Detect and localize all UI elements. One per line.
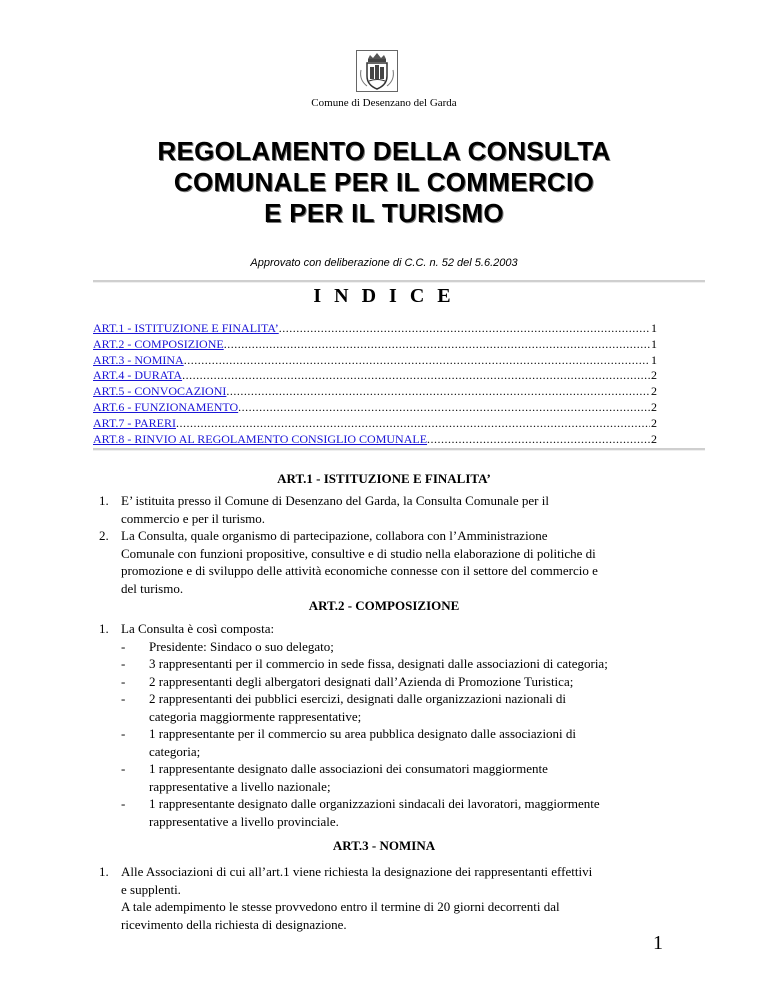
art2-body [93,620,683,830]
toc-page: 2 [651,368,657,383]
toc-entry[interactable] [93,384,657,400]
toc-link[interactable]: ART.2 - COMPOSIZIONE [93,336,224,351]
toc-page: 1 [651,352,657,367]
toc-page: 1 [651,336,657,351]
art2-item [93,620,683,638]
toc-entry[interactable] [93,321,657,337]
text-line: del turismo. [121,580,184,596]
dash-bullet: - [121,656,126,671]
toc-leader [238,400,650,415]
document-title [0,136,768,229]
text-line: 3 rappresentanti per il commercio in sede fissa, designati dalle associazioni di categoria; [149,656,608,671]
item-number: 1. [99,493,109,508]
toc-page: 2 [651,384,657,399]
dash-bullet: - [121,691,126,706]
toc-leader [279,321,650,336]
approval-note: Approvato con deliberazione di C.C. n. 52 del 5.6.2003 [250,257,518,269]
text-line: Comunale con funzioni propositive, consultive e di studio nella elaborazione di politiche di [121,545,596,561]
toc-leader [176,416,650,431]
toc-entry[interactable] [93,337,657,353]
toc-leader [226,384,650,399]
art3-body [93,863,683,933]
toc-leader [224,337,650,352]
text-line: commercio e per il turismo. [121,510,266,526]
page-number: 1 [653,932,663,954]
text-line: rappresentative a livello nazionale; [149,778,331,794]
dash-bullet: - [121,726,126,741]
toc-entry[interactable] [93,400,657,416]
comune-crest-logo [356,50,398,92]
toc-leader [182,368,650,383]
text-line: ricevimento della richiesta di designazione. [121,916,347,932]
toc-page: 2 [651,399,657,414]
table-of-contents [93,321,657,447]
text-line: Presidente: Sindaco o suo delegato; [149,638,334,654]
divider [93,280,705,283]
composition-item [121,795,683,830]
toc-link[interactable]: ART.4 - DURATA [93,368,183,383]
composition-item [121,638,683,656]
art1-item [93,527,683,597]
dash-bullet: - [121,796,126,811]
toc-page: 2 [651,415,657,430]
title-line: COMUNALE PER IL COMMERCIO [173,167,595,197]
index-title: I N D I C E [313,285,455,307]
art1-item [93,492,683,527]
text-line: 1 rappresentante designato dalle organizzazioni sindacali dei lavoratori, maggiormente [149,796,600,811]
text-line: E’ istituita presso il Comune di Desenzano del Garda, la Consulta Comunale per il [121,493,549,508]
toc-link[interactable]: ART.8 - RINVIO AL REGOLAMENTO CONSIGLIO COMUNALE [93,431,428,446]
toc-leader [427,432,650,447]
text-line: La Consulta è così composta: [121,621,275,636]
toc-link[interactable]: ART.6 - FUNZIONAMENTO [93,399,239,414]
text-line: categoria maggiormente rappresentative; [149,708,362,724]
composition-list [93,638,683,831]
toc-entry[interactable] [93,416,657,432]
art2-heading: ART.2 - COMPOSIZIONE [308,598,460,613]
toc-leader [184,353,650,368]
text-line: e supplenti. [121,881,181,897]
text-line: 2 rappresentanti dei pubblici esercizi, designati dalle organizzazioni nazionali di [149,691,567,706]
toc-link[interactable]: ART.5 - CONVOCAZIONI [93,384,227,399]
title-line: REGOLAMENTO DELLA CONSULTA [157,136,611,166]
text-line: rappresentative a livello provinciale. [149,813,339,829]
toc-link[interactable]: ART.7 - PARERI [93,415,176,430]
art3-heading: ART.3 - NOMINA [332,838,436,853]
art1-body [93,492,683,597]
art1-heading: ART.1 - ISTITUZIONE E FINALITA’ [277,471,491,486]
item-number: 1. [99,621,109,636]
text-line: promozione e di sviluppo delle attività economiche connesse con il settore del commercio e [121,563,598,578]
composition-item [121,725,683,760]
toc-page: 2 [651,431,657,446]
text-line: A tale adempimento le stesse provvedono entro il termine di 20 giorni decorrenti dal [121,899,560,914]
toc-link[interactable]: ART.1 - ISTITUZIONE E FINALITA’ [93,321,279,335]
toc-page: 1 [651,321,657,335]
toc-entry[interactable] [93,353,657,369]
item-number: 1. [99,864,109,879]
composition-item [121,690,683,725]
composition-item [121,673,683,691]
divider [93,448,705,451]
text-line: Alle Associazioni di cui all’art.1 viene richiesta la designazione dei rappresentanti effettivi [121,864,593,879]
toc-entry[interactable] [93,368,657,384]
toc-link[interactable]: ART.3 - NOMINA [93,352,184,367]
art3-item [93,863,683,933]
dash-bullet: - [121,761,126,776]
item-number: 2. [99,528,109,543]
text-line: La Consulta, quale organismo di partecipazione, collabora con l’Amministrazione [121,528,548,543]
text-line: categoria; [149,743,201,759]
text-line: 1 rappresentante designato dalle associazioni dei consumatori maggiormente [149,761,548,776]
text-line: 2 rappresentanti degli albergatori designati dall’Azienda di Promozione Turistica; [149,673,574,689]
composition-item [121,655,683,673]
comune-name: Comune di Desenzano del Garda [311,97,457,109]
toc-entry[interactable] [93,432,657,448]
title-line: E PER IL TURISMO [264,198,504,228]
dash-bullet: - [121,638,126,654]
composition-item [121,760,683,795]
dash-bullet: - [121,673,126,689]
text-line: 1 rappresentante per il commercio su area pubblica designato dalle associazioni di [149,726,577,741]
